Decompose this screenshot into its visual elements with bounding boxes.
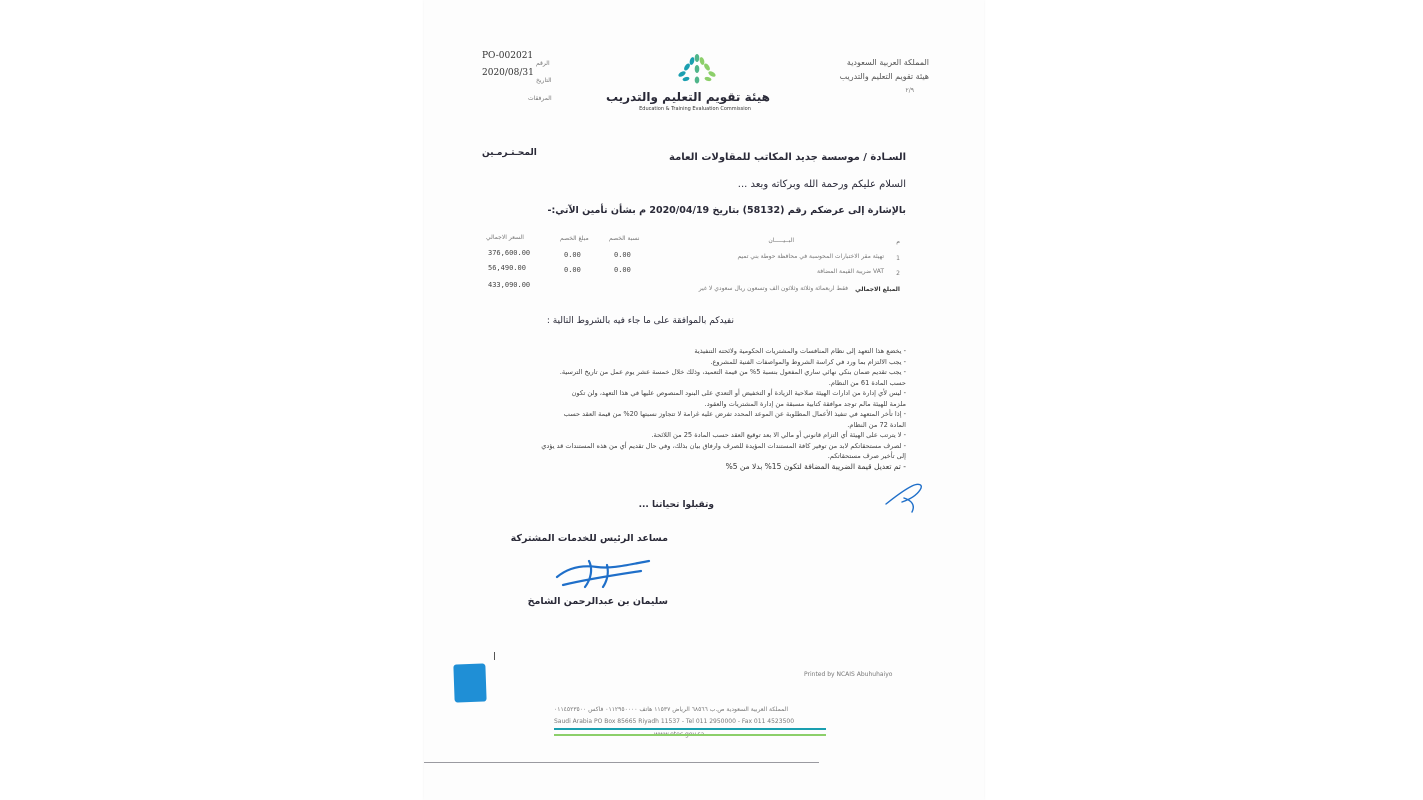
honorific: المحـتـرمـين (482, 148, 537, 158)
row1-no: 1 (896, 255, 900, 262)
signatory-name: سليمان بن عبدالرحمن الشامخ (527, 596, 668, 607)
footer-address-ar: المملكة العربية السعودية ص.ب ٦٨٥٦٦ الرياض ١١٥٣٧ هاتف ٠١١٢٩٥٠٠٠٠ فاكس ٠١١٤٥٢٣٥٠٠ (554, 706, 788, 713)
date-label: التاريخ (536, 77, 552, 84)
condition-line: - إذا تأخر المتعهد في تنفيذ الأعمال المطلوبة عن الموعد المحدد تفرض عليه غرامة لا تتجاوز نسبتها 20% من قيمة العقد حسب (563, 410, 906, 418)
footer-rule-green (554, 734, 826, 736)
footer-rule-2 (554, 734, 826, 736)
etec-logo-icon (672, 52, 722, 88)
header-country: المملكة العربية السعودية (846, 58, 929, 67)
condition-line: - يجب الالتزام بما ورد في كراسة الشروط والمواصفات الفنية للمشروع. (710, 357, 906, 366)
col-header-discount-amt: مبلغ الخصم (560, 235, 589, 242)
row2-statement: VAT ضريبة القيمة المضافة (817, 268, 884, 275)
attachments-label: المرفقات (528, 95, 552, 102)
total-in-words: فقط اربعمائة وثلاثة وثلاثون الف وتسعون ريال سعودي لا غير (698, 285, 848, 292)
header-code: ٢/٩ (905, 87, 914, 94)
col-header-no: م (896, 238, 900, 245)
printed-by: Printed by NCAIS Abuhuhaiyo (804, 671, 893, 678)
row1-discount-amt: 0.00 (564, 251, 581, 259)
condition-line: - ليس لأي إدارة من ادارات الهيئة صلاحية الزيادة أو التخفيض أو التعدي على البنود المنصوص عليها في هذا التعهد، ولن تكون (571, 389, 906, 397)
row1-statement: تهيئة مقر الاختبارات المحوسبة في محافظة حوطة بني تميم (737, 253, 884, 260)
col-header-discount-pct: نسبة الخصم (609, 235, 640, 242)
closing: وتقبلوا تحياتنا ... (638, 500, 714, 510)
condition-line: المادة 72 من النظام. (847, 420, 906, 429)
greeting: السلام عليكم ورحمة الله وبركاته وبعد ... (737, 179, 906, 190)
letter-page (424, 0, 984, 800)
condition-line: حسب المادة 61 من النظام. (828, 378, 906, 387)
condition-line: - يجب تقديم ضمان بنكي نهائي ساري المفعول بنسبة 5% من قيمة التعميد، وذلك خلال خمسة عشر يوم عمل من تاريخ الترسية. (559, 368, 906, 376)
po-number: PO-002021 (482, 51, 534, 61)
logo-arabic-name: هيئة تقويم التعليم والتدريب (605, 90, 770, 104)
conditions-list (426, 346, 906, 472)
footer-rule-teal (554, 728, 826, 730)
row1-discount-pct: 0.00 (614, 251, 631, 259)
scan-edge (424, 762, 819, 763)
condition-line: - لا يترتب على الهيئة أي التزام قانوني أو مالي الا بعد توقيع العقد حسب المادة 25 من اللائحة. (651, 431, 906, 439)
signatory-title: مساعد الرئيس للخدمات المشتركة (510, 533, 668, 544)
po-date: 2020/08/31 (482, 68, 534, 78)
row2-discount-amt: 0.00 (564, 266, 581, 274)
total-label: المبلغ الاجمالي (855, 286, 900, 293)
recipient: السـادة / موسسة جديد المكاتب للمقاولات العامة (669, 152, 906, 163)
condition-line: إلى تأخير صرف مستحقاتكم. (827, 452, 906, 460)
condition-line: - لصرف مستحقاتكم لابد من توفير كافة المستندات المؤيدة للصرف وارفاق بيان بذلك، وفي حال تقديم أي من هذه المستندات قد يؤدي (541, 441, 906, 450)
logo-english-name: Education & Training Evaluation Commission (639, 106, 751, 112)
row2-no: 2 (896, 270, 900, 277)
header-commission: هيئة تقويم التعليم والتدريب (839, 72, 929, 81)
condition-line: - تم تعديل قيمة الضريبة المضافة لتكون 15% بدلا من 5% (725, 461, 906, 471)
row2-discount-pct: 0.00 (614, 266, 631, 274)
condition-line: - يخضع هذا التعهد إلى نظام المنافسات والمشتريات الحكومية ولائحته التنفيذية (694, 347, 906, 355)
tick-mark (494, 652, 495, 660)
signature-icon (549, 555, 659, 593)
col-header-total-price: السعر الاجمالي (486, 234, 524, 241)
condition-line: ملزمة للهيئة مالم توجد موافقة كتابية مسبقة من إدارة المشتريات والعقود. (704, 399, 906, 408)
initials-scribble-icon (882, 478, 932, 518)
row1-total-price: 376,600.00 (488, 249, 531, 257)
conditions-intro: نفيدكم بالموافقة على ما جاء فيه بالشروط التالية : (546, 316, 734, 326)
stamp-mark (453, 663, 486, 702)
total-value: 433,090.00 (488, 281, 531, 289)
number-label: الرقم (536, 60, 550, 67)
footer-address-en: Saudi Arabia PO Box 85665 Riyadh 11537 - Tel 011 2950000 - Fax 011 4523500 (554, 718, 795, 725)
row2-total-price: 56,490.00 (488, 264, 526, 272)
footer-rule (554, 728, 826, 730)
col-header-statement: البــيـــــان (768, 237, 794, 244)
reference-line: بالإشارة إلى عرضكم رقم (58132) بتاريخ 2020/04/19 م بشأن تأمين الآتي:- (547, 205, 906, 216)
